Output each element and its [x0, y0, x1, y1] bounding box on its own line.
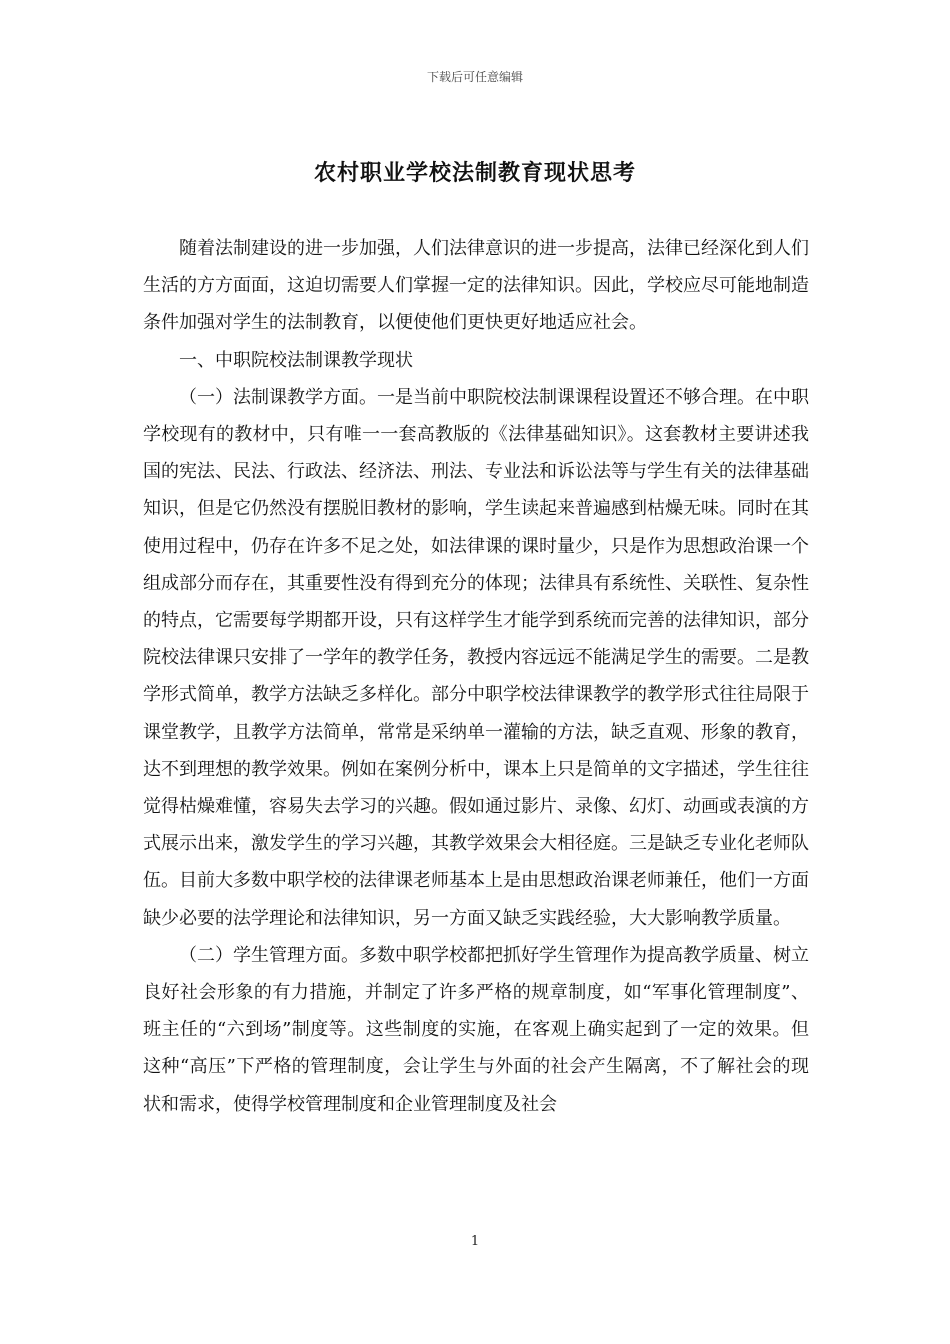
section-heading-1: 一、中职院校法制课教学现状	[179, 349, 413, 371]
document-title: 农村职业学校法制教育现状思考	[313, 160, 636, 186]
document-body	[143, 230, 809, 1123]
page-number: 1	[470, 1234, 480, 1249]
header-note: 下载后可任意编辑	[426, 70, 523, 84]
paragraph-intro: 随着法制建设的进一步加强，人们法律意识的进一步提高，法律已经深化到人们生活的方方面面，这迫切需要人们掌握一定的法律知识。因此，学校应尽可能地制造条件加强对学生的法制教育，以便使他们更快更好地适应社会。	[143, 238, 809, 334]
paragraph-management: （二）学生管理方面。多数中职学校都把抓好学生管理作为提高教学质量、树立良好社会形象的有力措施，并制定了许多严格的规章制度，如“军事化管理制度”、班主任的“六到场”制度等。这些制度的实施，在客观上确实起到了一定的效果。但这种“高压”下严格的管理制度，会让学生与外面的社会产生隔离，不了解社会的现状和需求，使得学校管理制度和企业管理制度及社会	[143, 944, 809, 1115]
paragraph-teaching: （一）法制课教学方面。一是当前中职院校法制课课程设置还不够合理。在中职学校现有的教材中，只有唯一一套高教版的《法律基础知识》。这套教材主要讲述我国的宪法、民法、行政法、经济法、刑法、专业法和诉讼法等与学生有关的法律基础知识，但是它仍然没有摆脱旧教材的影响，学生读起来普遍感到枯燥无味。同时在其使用过程中，仍存在许多不足之处，如法律课的课时量少，只是作为思想政治课一个组成部分而存在，其重要性没有得到充分的体现；法律具有系统性、关联性、复杂性的特点，它需要每学期都开设，只有这样学生才能学到系统而完善的法律知识，部分院校法律课只安排了一学年的教学任务，教授内容远远不能满足学生的需要。二是教学形式简单，教学方法缺乏多样化。部分中职学校法律课教学的教学形式往往局限于课堂教学，且教学方法简单，常常是采纳单一灌输的方法，缺乏直观、形象的教育，达不到理想的教学效果。例如在案例分析中，课本上只是简单的文字描述，学生往往觉得枯燥难懂，容易失去学习的兴趣。假如通过影片、录像、幻灯、动画或表演的方式展示出来，激发学生的学习兴趣，其教学效果会大相径庭。三是缺乏专业化老师队伍。目前大多数中职学校的法律课老师基本上是由思想政治课老师兼任，他们一方面缺少必要的法学理论和法律知识，另一方面又缺乏实践经验，大大影响教学质量。	[143, 386, 809, 929]
